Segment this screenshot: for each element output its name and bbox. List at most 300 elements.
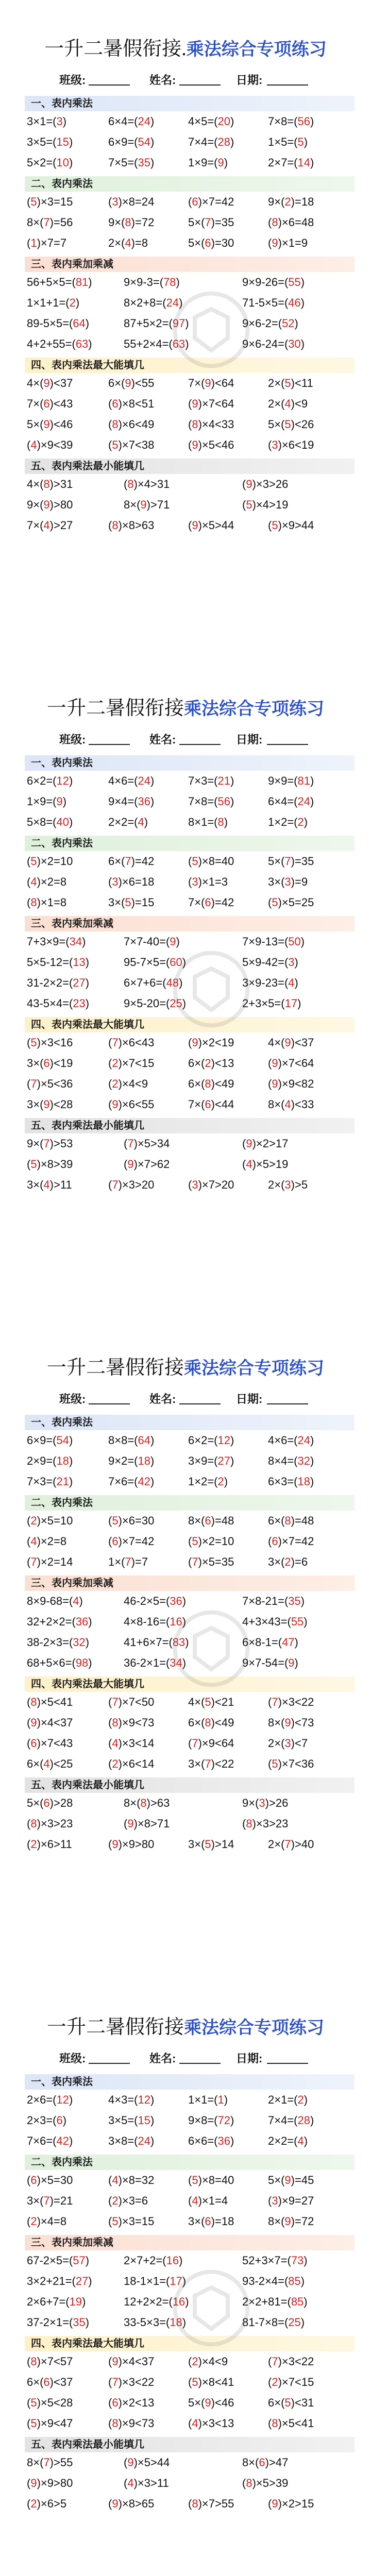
problem-text-before: 8×2+8=( <box>124 296 166 309</box>
problem-text-after: )×5>44 <box>198 519 234 532</box>
section-banner <box>25 176 355 192</box>
problem-answer: 6 <box>30 1737 37 1750</box>
problem-item <box>188 132 234 152</box>
problem-text-after: )×5<41 <box>37 1696 73 1708</box>
problem-answer: 2 <box>112 2194 119 2207</box>
problem-item <box>27 334 92 354</box>
problem-item <box>27 1834 72 1855</box>
problem-text-before: ( <box>188 397 192 410</box>
problem-answer: 4 <box>43 1178 50 1191</box>
problem-text-before: 9×9=( <box>268 774 298 787</box>
problem-text-after: ) <box>224 816 228 828</box>
problem-text-after: ) <box>185 2295 189 2308</box>
problem-text-before: 2×( <box>268 1838 285 1851</box>
problem-text-after: ) <box>310 2114 314 2127</box>
problem-text-after: )<49 <box>211 1716 234 1729</box>
problem-text-before: ( <box>27 2417 31 2430</box>
problem-item <box>108 1511 154 1531</box>
problem-answer: 6 <box>192 195 198 208</box>
problem-text-after: )×5=35 <box>198 1555 234 1568</box>
problem-item <box>188 2131 234 2151</box>
problem-text-after: ) <box>182 956 187 969</box>
section-banner <box>25 459 355 474</box>
problem-answer: 3 <box>259 1797 265 1809</box>
problem-answer: 18 <box>56 1454 69 1467</box>
problem-text-before: ( <box>27 1838 31 1851</box>
section-title: 四、表内乘法最大能填几 <box>31 2338 144 2349</box>
problem-answer: 85 <box>291 2295 304 2308</box>
problem-text-before: ( <box>27 2355 31 2368</box>
problem-item <box>108 1531 154 1552</box>
problem-text-after: ) <box>230 795 234 808</box>
problem-answer: 5 <box>112 2215 119 2228</box>
problem-item <box>268 1175 308 1195</box>
problem-text-before: 3×( <box>27 1057 44 1070</box>
problem-answer: 8 <box>205 1077 211 1090</box>
name-label: 姓名: <box>149 74 176 87</box>
problem-item <box>188 791 234 812</box>
problem-answer: 6 <box>43 2376 50 2388</box>
problem-item <box>124 1133 170 1154</box>
problem-answer: 1 <box>217 2093 224 2106</box>
problem-item <box>27 1430 73 1451</box>
problem-answer: 6 <box>205 2215 211 2228</box>
problem-text-before: 8×1=( <box>188 816 218 828</box>
problem-text-after: ) <box>182 2275 187 2287</box>
problem-item <box>188 192 234 212</box>
problem-answer: 4 <box>43 1757 50 1770</box>
problem-item <box>268 2413 314 2434</box>
problem-text-after: )×7<38 <box>118 438 155 451</box>
problem-text-before: ( <box>268 2497 272 2510</box>
problem-answer: 46 <box>288 296 301 309</box>
problem-text-after: ) <box>176 276 180 289</box>
problem-text-before: ( <box>108 2376 112 2388</box>
problem-text-before: 4×6=( <box>268 1434 298 1447</box>
problem-text-after: ) <box>224 2093 228 2106</box>
problem-text-after: ) <box>300 935 305 948</box>
problem-answer: 23 <box>73 997 86 1010</box>
problem-text-after: )<22 <box>211 1757 234 1770</box>
problem-item <box>188 2494 234 2514</box>
problem-text-after: )×3<14 <box>118 1737 155 1750</box>
problem-answer: 27 <box>73 976 86 989</box>
problem-text-before: ( <box>268 896 272 909</box>
problem-text-after: ) <box>303 2254 308 2267</box>
problem-item <box>27 2191 73 2211</box>
problem-text-after: )×7<36 <box>278 1757 314 1770</box>
problem-text-before: ( <box>27 2174 31 2187</box>
sheet-title-part2: 乘法综合专项练习 <box>184 2018 324 2038</box>
problem-text-after: ) <box>150 2114 155 2127</box>
problem-text-before: ( <box>27 195 31 208</box>
problem-item <box>188 2393 234 2413</box>
class-label: 班级: <box>59 74 86 87</box>
problem-text-before: 7×( <box>188 377 205 389</box>
problem-text-before: 71-5×5=( <box>242 296 289 309</box>
problem-answer: 24 <box>138 2134 150 2147</box>
problem-text-before: ( <box>268 2194 272 2207</box>
problem-answer: 64 <box>138 1434 150 1447</box>
problem-item <box>188 2090 228 2110</box>
problem-item <box>108 1733 154 1754</box>
problem-answer: 72 <box>217 2114 230 2127</box>
problem-answer: 7 <box>125 1555 131 1568</box>
problem-text-before: 31-2×2=( <box>27 976 73 989</box>
problem-text-after: )×6<55 <box>118 1098 155 1111</box>
problem-answer: 56 <box>297 115 310 128</box>
problem-answer: 7 <box>125 855 131 868</box>
problem-text-after: ) <box>300 2275 305 2287</box>
problem-text-after: )×5<46 <box>198 438 234 451</box>
problem-answer: 9 <box>112 1838 119 1851</box>
problem-text-after: ) <box>62 115 67 128</box>
problem-answer: 73 <box>291 2254 304 2267</box>
problem-answer: 6 <box>43 1797 50 1809</box>
problem-answer: 34 <box>69 935 82 948</box>
problem-text-before: ( <box>268 438 272 451</box>
problem-text-before: ( <box>242 478 246 490</box>
problem-answer: 3 <box>56 115 63 128</box>
problem-item <box>268 414 314 435</box>
problem-item <box>188 2413 234 2434</box>
problem-answer: 9 <box>140 498 147 511</box>
problem-item <box>27 1612 92 1632</box>
section-title: 三、表内乘加乘减 <box>31 918 113 929</box>
problem-answer: 83 <box>172 1636 185 1649</box>
problem-item <box>268 1552 308 1572</box>
problem-item <box>268 2110 314 2131</box>
problem-text-after: )×5<41 <box>278 2417 314 2430</box>
problem-item <box>242 1154 288 1175</box>
problem-text-after: ) <box>85 956 90 969</box>
problem-text-before: ( <box>268 1535 272 1548</box>
problem-answer: 2 <box>69 296 76 309</box>
problem-answer: 6 <box>30 2174 37 2187</box>
problem-text-after: ) <box>182 997 187 1010</box>
problem-text-before: 2×6=( <box>27 2093 57 2106</box>
problem-answer: 9 <box>127 1817 134 1830</box>
problem-answer: 5 <box>272 896 278 909</box>
problem-text-after: ) <box>310 156 314 169</box>
problem-text-after: )×3>23 <box>252 1817 289 1830</box>
problem-text-after: )<26 <box>291 418 314 431</box>
problem-item <box>268 233 308 253</box>
student-info-line <box>0 72 371 89</box>
problem-text-after: )×8=40 <box>198 2174 234 2187</box>
problem-text-before: ( <box>108 1737 112 1750</box>
problem-answer: 18 <box>297 1475 310 1488</box>
problem-text-before: 9×( <box>27 1137 44 1150</box>
problem-item <box>268 192 314 212</box>
problem-text-before: ( <box>268 236 272 249</box>
problem-item <box>27 414 73 435</box>
problem-answer: 50 <box>288 935 301 948</box>
problem-item <box>188 1053 234 1074</box>
problem-answer: 24 <box>138 115 150 128</box>
problem-text-before: ( <box>188 2497 192 2510</box>
problem-answer: 98 <box>75 1656 89 1669</box>
problem-text-after: ) <box>297 997 301 1010</box>
problem-answer: 5 <box>192 2174 198 2187</box>
problem-item <box>27 1032 73 1053</box>
problem-text-after: )=72 <box>291 2215 314 2228</box>
problem-text-before: ( <box>27 1817 31 1830</box>
problem-text-before: 5×( <box>268 418 285 431</box>
problem-answer: 2 <box>112 1077 119 1090</box>
problem-text-before: 9×9-3=( <box>124 276 164 289</box>
problem-text-before: 68+5×6=( <box>27 1656 76 1669</box>
problem-answer: 5 <box>30 2396 37 2409</box>
problem-text-before: ( <box>188 1178 192 1191</box>
problem-answer: 4 <box>138 816 144 828</box>
problem-text-before: 55+2×4=( <box>124 337 173 350</box>
problem-text-before: 5×9-42=( <box>242 956 289 969</box>
problem-text-after: )×4<9 <box>118 1077 148 1090</box>
problem-text-after: )>47 <box>265 2456 289 2469</box>
problem-item <box>108 2393 154 2413</box>
problem-answer: 8 <box>140 1797 147 1809</box>
class-label: 班级: <box>59 733 86 746</box>
problem-text-before: ( <box>108 1098 112 1111</box>
problem-answer: 4 <box>30 1535 37 1548</box>
problem-text-after: )>27 <box>49 519 73 532</box>
problem-text-after: ) <box>150 2093 155 2106</box>
problem-item <box>27 1451 73 1471</box>
problem-item <box>268 2131 308 2151</box>
problem-text-before: 7×8-21=( <box>242 1595 289 1607</box>
problem-text-before: 5×( <box>268 2174 285 2187</box>
problem-answer: 97 <box>172 317 185 330</box>
problem-answer: 32 <box>297 1454 310 1467</box>
section-banner <box>25 1118 355 1133</box>
problem-text-before: ( <box>188 519 192 532</box>
problem-answer: 8 <box>112 418 119 431</box>
problem-text-before: 8×( <box>124 1797 141 1809</box>
problem-text-before: 6×( <box>188 1716 205 1729</box>
problem-text-after: )×7<43 <box>37 1737 73 1750</box>
problem-item <box>108 1094 154 1115</box>
problem-text-after: ) <box>150 1434 155 1447</box>
problem-text-after: ) <box>310 1454 314 1467</box>
problem-text-before: 93-2×4=( <box>242 2275 289 2287</box>
problem-text-before: 4×( <box>188 1696 205 1708</box>
problem-item <box>268 1451 314 1471</box>
problem-text-before: 9×9-26=( <box>242 276 289 289</box>
problem-text-after: ) <box>82 2295 86 2308</box>
problem-text-after: ) <box>230 1454 234 1467</box>
problem-answer: 4 <box>112 2174 119 2187</box>
problem-item <box>27 394 73 414</box>
problem-answer: 4 <box>284 397 291 410</box>
problem-answer: 5 <box>297 135 304 148</box>
problem-text-after: )=30 <box>211 236 234 249</box>
problem-text-after: )=8 <box>131 236 148 249</box>
problem-text-after: ) <box>303 1615 308 1628</box>
problem-text-before: 9×( <box>27 498 44 511</box>
problem-text-after: ) <box>294 976 298 989</box>
problem-text-before: 6×4=( <box>268 795 298 808</box>
problem-item <box>27 2271 92 2292</box>
problem-text-after: ) <box>230 1434 234 1447</box>
problem-text-before: 4+2+55=( <box>27 337 76 350</box>
problem-item <box>27 2393 73 2413</box>
problem-answer: 6 <box>56 2114 63 2127</box>
problem-answer: 3 <box>284 1737 291 1750</box>
problem-text-after: ) <box>300 1595 305 1607</box>
problem-text-before: 95-7×5=( <box>124 956 170 969</box>
problem-text-before: 6×9=( <box>27 1434 57 1447</box>
problem-text-before: ( <box>27 1696 31 1708</box>
problem-answer: 9 <box>30 1716 37 1729</box>
problem-text-before: ( <box>27 1514 31 1527</box>
date-label: 日期: <box>236 1393 263 1405</box>
problem-answer: 6 <box>43 397 50 410</box>
problem-text-before: 3×9-23=( <box>242 976 289 989</box>
problem-text-before: ( <box>27 1036 31 1049</box>
problem-answer: 8 <box>30 2355 37 2368</box>
section-banner <box>25 2155 355 2170</box>
problem-answer: 2 <box>272 2376 278 2388</box>
problem-text-before: ( <box>27 1077 31 1090</box>
problem-text-after: )×8>65 <box>118 2497 155 2510</box>
problem-text-after: ) <box>150 156 155 169</box>
problem-text-before: ( <box>268 2355 272 2368</box>
problem-item <box>108 1053 154 1074</box>
problem-item <box>27 931 86 952</box>
problem-text-after: )×6>11 <box>37 1838 72 1851</box>
problem-text-after: )×4>19 <box>252 498 289 511</box>
sheet-title-part1: 一升二暑假衔接 <box>44 38 182 60</box>
problem-text-after: )×2=8 <box>37 875 67 888</box>
problem-item <box>242 2473 288 2494</box>
problem-answer: 5 <box>30 2417 37 2430</box>
problem-text-before: 3×( <box>268 1555 285 1568</box>
problem-answer: 40 <box>56 816 69 828</box>
problem-answer: 7 <box>284 855 291 868</box>
problem-text-after: )×4<33 <box>198 418 234 431</box>
problem-text-after: )×5>39 <box>252 2477 289 2489</box>
problem-item <box>124 2473 169 2494</box>
problem-answer: 52 <box>282 317 295 330</box>
problem-answer: 5 <box>192 1535 198 1548</box>
sheet-title-part2: 乘法综合专项练习 <box>186 40 327 59</box>
problem-answer: 9 <box>192 519 198 532</box>
problem-item <box>27 851 73 872</box>
problem-text-before: 81-7×8=( <box>242 2316 289 2329</box>
problem-text-after: ) <box>303 2134 308 2147</box>
blank-underline <box>179 1403 221 1404</box>
problem-answer: 24 <box>166 296 179 309</box>
problem-text-after: )×9<39 <box>37 438 73 451</box>
worksheet-page <box>0 1319 371 1978</box>
problem-answer: 7 <box>192 1555 198 1568</box>
problem-text-after: )×9<64 <box>198 1737 234 1750</box>
sheet-title-separator: . <box>181 38 187 60</box>
problem-text-after: )×5<36 <box>37 1077 73 1090</box>
problem-answer: 81 <box>297 774 310 787</box>
problem-text-after: )×3>26 <box>252 478 289 490</box>
problem-text-before: 2×( <box>268 1737 285 1750</box>
problem-text-before: 4×3=( <box>108 2093 138 2106</box>
problem-answer: 32 <box>73 1636 86 1649</box>
problem-text-after: ) <box>150 1475 155 1488</box>
problem-item <box>188 2110 234 2131</box>
problem-answer: 5 <box>205 1838 211 1851</box>
problem-item <box>124 1154 170 1175</box>
problem-item <box>268 1430 314 1451</box>
section-title: 五、表内乘法最小能填几 <box>31 1780 144 1791</box>
problem-text-after: )<46 <box>49 418 73 431</box>
problem-text-after: )×6<14 <box>118 1757 155 1770</box>
section-title: 三、表内乘加乘减 <box>31 2237 113 2248</box>
problem-item <box>27 495 73 515</box>
problem-answer: 3 <box>112 875 119 888</box>
name-label: 姓名: <box>149 1393 176 1405</box>
problem-text-after: )×5<28 <box>37 2396 73 2409</box>
problem-item <box>268 1754 314 1774</box>
section-title: 一、表内乘法 <box>31 98 93 109</box>
problem-item <box>108 2351 154 2372</box>
problem-answer: 9 <box>272 236 278 249</box>
problem-text-after: )×3=15 <box>37 195 73 208</box>
problem-text-after: ) <box>179 296 183 309</box>
problem-item <box>108 872 154 892</box>
problem-item <box>108 1451 154 1471</box>
problem-answer: 8 <box>217 816 224 828</box>
section-banner <box>25 755 355 771</box>
problem-text-before: 8×( <box>242 2456 259 2469</box>
problem-answer: 56 <box>217 795 230 808</box>
problem-text-before: 8×( <box>188 1514 205 1527</box>
problem-text-before: ( <box>27 236 31 249</box>
problem-item <box>124 1814 170 1834</box>
problem-text-after: )×3<22 <box>278 1696 314 1708</box>
problem-item <box>27 435 73 455</box>
problem-item <box>108 2131 154 2151</box>
watermark-logo-icon <box>170 948 252 1030</box>
problem-item <box>242 1814 288 1834</box>
blank-underline <box>267 1403 308 1404</box>
problem-item <box>268 373 313 394</box>
problem-text-after: ) <box>88 1615 92 1628</box>
problem-answer: 78 <box>163 276 176 289</box>
problem-item <box>268 2372 314 2393</box>
problem-text-after: )>14 <box>211 1838 234 1851</box>
blank-underline <box>179 2063 221 2064</box>
section-title: 一、表内乘法 <box>31 757 93 769</box>
problem-text-before: 2+3×5=( <box>242 997 285 1010</box>
problem-answer: 6 <box>112 1535 119 1548</box>
problem-text-before: 8×( <box>268 2215 285 2228</box>
problem-item <box>108 1692 154 1713</box>
problem-text-after: ) <box>294 1636 298 1649</box>
problem-item <box>27 2250 89 2271</box>
problem-item <box>27 515 73 536</box>
problem-answer: 9 <box>192 397 198 410</box>
problem-text-after: )=35 <box>211 216 234 229</box>
problem-text-after: )×8=24 <box>118 195 155 208</box>
problem-text-before: 2×9=( <box>27 1454 57 1467</box>
problem-answer: 9 <box>205 377 211 389</box>
problem-text-before: 7×3=( <box>188 774 218 787</box>
problem-item <box>27 872 66 892</box>
problem-text-before: 2×6+7=( <box>27 2295 70 2308</box>
problem-item <box>268 152 314 173</box>
problem-text-after: )<33 <box>291 1098 314 1111</box>
problem-text-after: )×9<73 <box>118 2417 155 2430</box>
problem-text-before: ( <box>188 195 192 208</box>
